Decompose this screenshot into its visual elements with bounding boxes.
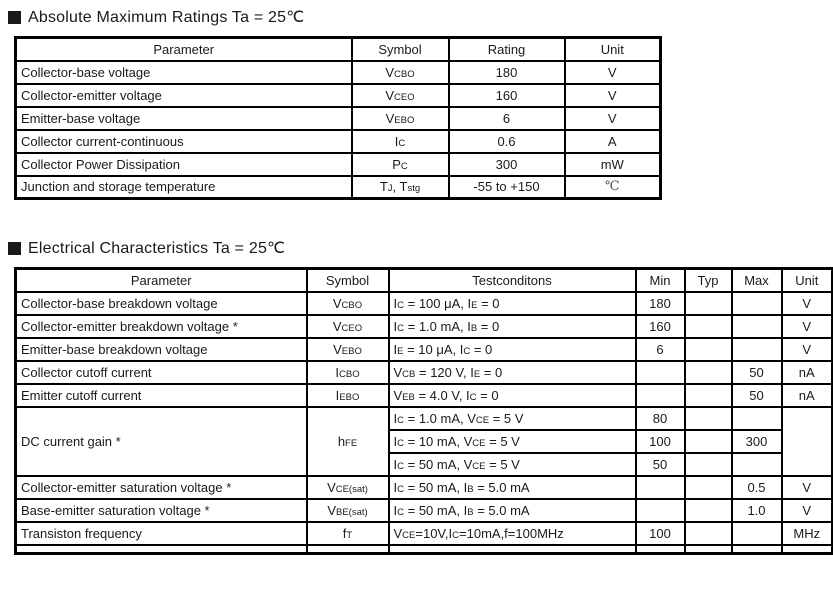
- conditions-cell: IE = 10 μA, IC = 0: [389, 338, 636, 361]
- symbol-cell: PC: [352, 153, 449, 176]
- unit-cell: V: [565, 61, 661, 84]
- table-row: [16, 153, 661, 176]
- symbol-cell: TJ, Tstg: [352, 176, 449, 199]
- typ-cell: [685, 315, 732, 338]
- unit-cell: mW: [565, 153, 661, 176]
- abs-max-section-title: [8, 7, 833, 27]
- max-cell: [732, 407, 782, 430]
- electrical-section-title: [8, 238, 833, 258]
- electrical-title-text: Electrical Characteristics Ta = 25℃: [28, 240, 286, 257]
- typ-cell: [685, 338, 732, 361]
- symbol-cell: VCBO: [307, 292, 389, 315]
- conditions-cell: IC = 10 mA, VCE = 5 V: [389, 430, 636, 453]
- min-cell: [636, 476, 685, 499]
- symbol-cell: VCEO: [307, 315, 389, 338]
- min-cell: [636, 499, 685, 522]
- parameter-cell: Collector-base breakdown voltage: [16, 292, 307, 315]
- parameter-cell: Collector current-continuous: [16, 130, 352, 153]
- min-cell: [636, 361, 685, 384]
- max-cell: [732, 522, 782, 545]
- table-row: [16, 522, 833, 545]
- typ-cell: [685, 430, 732, 453]
- conditions-cell: IC = 1.0 mA, IB = 0: [389, 315, 636, 338]
- symbol-cell: VEBO: [352, 107, 449, 130]
- conditions-cell: IC = 100 μA, IE = 0: [389, 292, 636, 315]
- min-cell: 80: [636, 407, 685, 430]
- abs-max-table: [14, 36, 662, 200]
- max-cell: 50: [732, 361, 782, 384]
- elec-header-unit: Unit: [782, 269, 833, 292]
- typ-cell: [685, 522, 732, 545]
- abs-max-header-symbol: Symbol: [352, 38, 449, 61]
- rating-cell: -55 to +150: [449, 176, 565, 199]
- elec-header-max: Max: [732, 269, 782, 292]
- max-cell: [732, 292, 782, 315]
- symbol-cell: IC: [352, 130, 449, 153]
- parameter-cell: Collector Power Dissipation: [16, 153, 352, 176]
- symbol-cell: VCEO: [352, 84, 449, 107]
- unit-cell: nA: [782, 361, 833, 384]
- symbol-cell: hFE: [307, 407, 389, 476]
- conditions-cell: VCE=10V,IC=10mA,f=100MHz: [389, 522, 636, 545]
- typ-cell: [685, 384, 732, 407]
- parameter-cell: Collector cutoff current: [16, 361, 307, 384]
- table-row: [16, 476, 833, 499]
- rating-cell: 300: [449, 153, 565, 176]
- unit-cell: V: [565, 84, 661, 107]
- symbol-cell: IEBO: [307, 384, 389, 407]
- electrical-table: [14, 267, 833, 555]
- elec-header-min: Min: [636, 269, 685, 292]
- abs-max-header-rating: Rating: [449, 38, 565, 61]
- parameter-cell: Base-emitter saturation voltage *: [16, 499, 307, 522]
- parameter-cell: [16, 545, 307, 554]
- min-cell: 180: [636, 292, 685, 315]
- max-cell: [732, 453, 782, 476]
- symbol-cell: ICBO: [307, 361, 389, 384]
- conditions-cell: IC = 50 mA, IB = 5.0 mA: [389, 476, 636, 499]
- typ-cell: [685, 292, 732, 315]
- min-cell: 100: [636, 430, 685, 453]
- max-cell: [732, 315, 782, 338]
- symbol-cell: [307, 545, 389, 554]
- parameter-cell: Emitter-base voltage: [16, 107, 352, 130]
- unit-cell: V: [782, 315, 833, 338]
- table-row-cutoff: [16, 545, 833, 554]
- table-row: [16, 338, 833, 361]
- unit-cell: [782, 407, 833, 476]
- symbol-cell: fT: [307, 522, 389, 545]
- parameter-cell: Collector-base voltage: [16, 61, 352, 84]
- typ-cell: [685, 407, 732, 430]
- typ-cell: [685, 361, 732, 384]
- table-row: [16, 61, 661, 84]
- symbol-cell: VCE(sat): [307, 476, 389, 499]
- max-cell: 300: [732, 430, 782, 453]
- elec-header-typ: Typ: [685, 269, 732, 292]
- min-cell: 160: [636, 315, 685, 338]
- table-row: [16, 84, 661, 107]
- unit-cell: V: [782, 338, 833, 361]
- table-row: [16, 407, 833, 430]
- unit-cell: ℃: [565, 176, 661, 199]
- max-cell: 50: [732, 384, 782, 407]
- parameter-cell: Collector-emitter saturation voltage *: [16, 476, 307, 499]
- unit-cell: [782, 545, 833, 554]
- table-row: [16, 292, 833, 315]
- conditions-cell: VCB = 120 V, IE = 0: [389, 361, 636, 384]
- table-row: [16, 130, 661, 153]
- parameter-cell: Junction and storage temperature: [16, 176, 352, 199]
- parameter-cell: Collector-emitter breakdown voltage *: [16, 315, 307, 338]
- elec-header-symbol: Symbol: [307, 269, 389, 292]
- min-cell: [636, 384, 685, 407]
- rating-cell: 6: [449, 107, 565, 130]
- max-cell: 1.0: [732, 499, 782, 522]
- unit-cell: V: [565, 107, 661, 130]
- abs-max-title-text: Absolute Maximum Ratings Ta = 25℃: [28, 9, 305, 26]
- table-row: [16, 176, 661, 199]
- min-cell: 100: [636, 522, 685, 545]
- unit-cell: MHz: [782, 522, 833, 545]
- parameter-cell: Collector-emitter voltage: [16, 84, 352, 107]
- unit-cell: A: [565, 130, 661, 153]
- symbol-cell: VCBO: [352, 61, 449, 84]
- square-bullet-icon: [8, 242, 21, 255]
- max-cell: [732, 545, 782, 554]
- typ-cell: [685, 453, 732, 476]
- rating-cell: 180: [449, 61, 565, 84]
- unit-cell: V: [782, 476, 833, 499]
- conditions-cell: IC = 50 mA, VCE = 5 V: [389, 453, 636, 476]
- abs-max-header-parameter: Parameter: [16, 38, 352, 61]
- min-cell: 6: [636, 338, 685, 361]
- max-cell: 0.5: [732, 476, 782, 499]
- rating-cell: 160: [449, 84, 565, 107]
- conditions-cell: IC = 50 mA, IB = 5.0 mA: [389, 499, 636, 522]
- conditions-cell: VEB = 4.0 V, IC = 0: [389, 384, 636, 407]
- typ-cell: [685, 476, 732, 499]
- unit-cell: V: [782, 292, 833, 315]
- parameter-cell: Emitter-base breakdown voltage: [16, 338, 307, 361]
- table-row: [16, 361, 833, 384]
- conditions-cell: IC = 1.0 mA, VCE = 5 V: [389, 407, 636, 430]
- electrical-header-row: [16, 269, 833, 292]
- table-row: [16, 384, 833, 407]
- parameter-cell: Transiston frequency: [16, 522, 307, 545]
- min-cell: [636, 545, 685, 554]
- unit-cell: nA: [782, 384, 833, 407]
- abs-max-header-row: [16, 38, 661, 61]
- parameter-cell: DC current gain *: [16, 407, 307, 476]
- table-row: [16, 107, 661, 130]
- typ-cell: [685, 545, 732, 554]
- unit-cell: V: [782, 499, 833, 522]
- min-cell: 50: [636, 453, 685, 476]
- table-row: [16, 315, 833, 338]
- square-bullet-icon: [8, 11, 21, 24]
- max-cell: [732, 338, 782, 361]
- symbol-cell: VEBO: [307, 338, 389, 361]
- typ-cell: [685, 499, 732, 522]
- parameter-cell: Emitter cutoff current: [16, 384, 307, 407]
- symbol-cell: VBE(sat): [307, 499, 389, 522]
- rating-cell: 0.6: [449, 130, 565, 153]
- elec-header-parameter: Parameter: [16, 269, 307, 292]
- conditions-cell: [389, 545, 636, 554]
- elec-header-conditions: Testconditons: [389, 269, 636, 292]
- table-row: [16, 499, 833, 522]
- abs-max-header-unit: Unit: [565, 38, 661, 61]
